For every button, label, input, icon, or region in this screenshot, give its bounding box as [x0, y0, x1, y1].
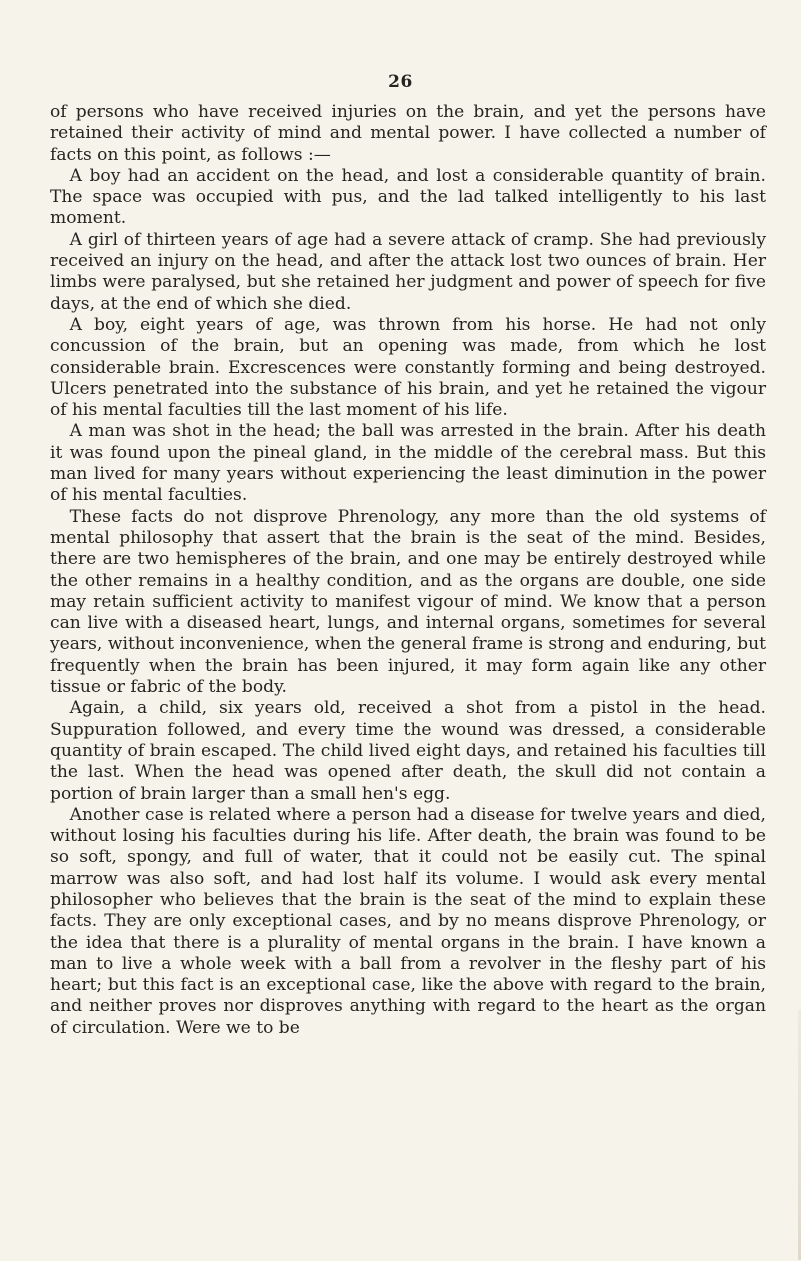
- paragraph: A man was shot in the head; the ball was arrested in the brain. After his death it was found upon the pineal gland, in the middle of the cerebral mass. But this man lived for many years without experiencing the least diminution in the power of his mental faculties.: [50, 421, 766, 506]
- paragraph: A boy had an accident on the head, and lost a considerable quantity of brain. The space was occupied with pus, and the lad talked intelligently to his last moment.: [50, 165, 766, 229]
- body-text: [50, 102, 766, 1039]
- paragraph: A boy, eight years of age, was thrown from his horse. He had not only concussion of the brain, but an opening was made, from which he lost considerable brain. Excrescences were constantly forming and being destroyed. Ulcers penetrated into the substance of his brain, and yet he retained the vigour of his mental faculties till the last moment of his life.: [50, 314, 766, 421]
- paragraph: A girl of thirteen years of age had a severe attack of cramp. She had previously received an injury on the head, and after the attack lost two ounces of brain. Her limbs were paralysed, but she retained her judgment and power of speech for five days, at the end of which she died.: [50, 229, 766, 314]
- paragraph: Another case is related where a person had a disease for twelve years and died, without losing his faculties during his life. After death, the brain was found to be so soft, spongy, and full of water, that it could not be easily cut. The spinal marrow was also soft, and had lost half its volume. I would ask every mental philosopher who believes that the brain is the seat of the mind to explain these facts. They are only exceptional cases, and by no means disprove Phrenology, or the idea that there is a plurality of mental organs in the brain. I have known a man to live a whole week with a ball from a revolver in the fleshy part of his heart; but this fact is an exceptional case, like the above with regard to the brain, and neither proves nor disproves anything with regard to the heart as the organ of circulation. Were we to be: [50, 804, 766, 1038]
- paragraph: Again, a child, six years old, received a shot from a pistol in the head. Suppuration followed, and every time the wound was dressed, a considerable quantity of brain escaped. The child lived eight days, and retained his faculties till the last. When the head was opened after death, the skull did not contain a portion of brain larger than a small hen's egg.: [50, 698, 766, 804]
- paragraph: of persons who have received injuries on the brain, and yet the persons have retained their activity of mind and mental power. I have collected a number of facts on this point, as follows :—: [50, 102, 766, 165]
- paragraph: These facts do not disprove Phrenology, any more than the old systems of mental philosophy that assert that the brain is the seat of the mind. Besides, there are two hemispheres of the brain, and one may be entirely destroyed while the other remains in a healthy condition, and as the organs are double, one side may retain sufficient activity to manifest vigour of mind. We know that a person can live with a diseased heart, lungs, and internal organs, sometimes for several years, without inconvenience, when the general frame is strong and enduring, but frequently when the brain has been injured, it may form again like any other tissue or fabric of the body.: [50, 506, 766, 698]
- page-number: 26: [388, 72, 413, 92]
